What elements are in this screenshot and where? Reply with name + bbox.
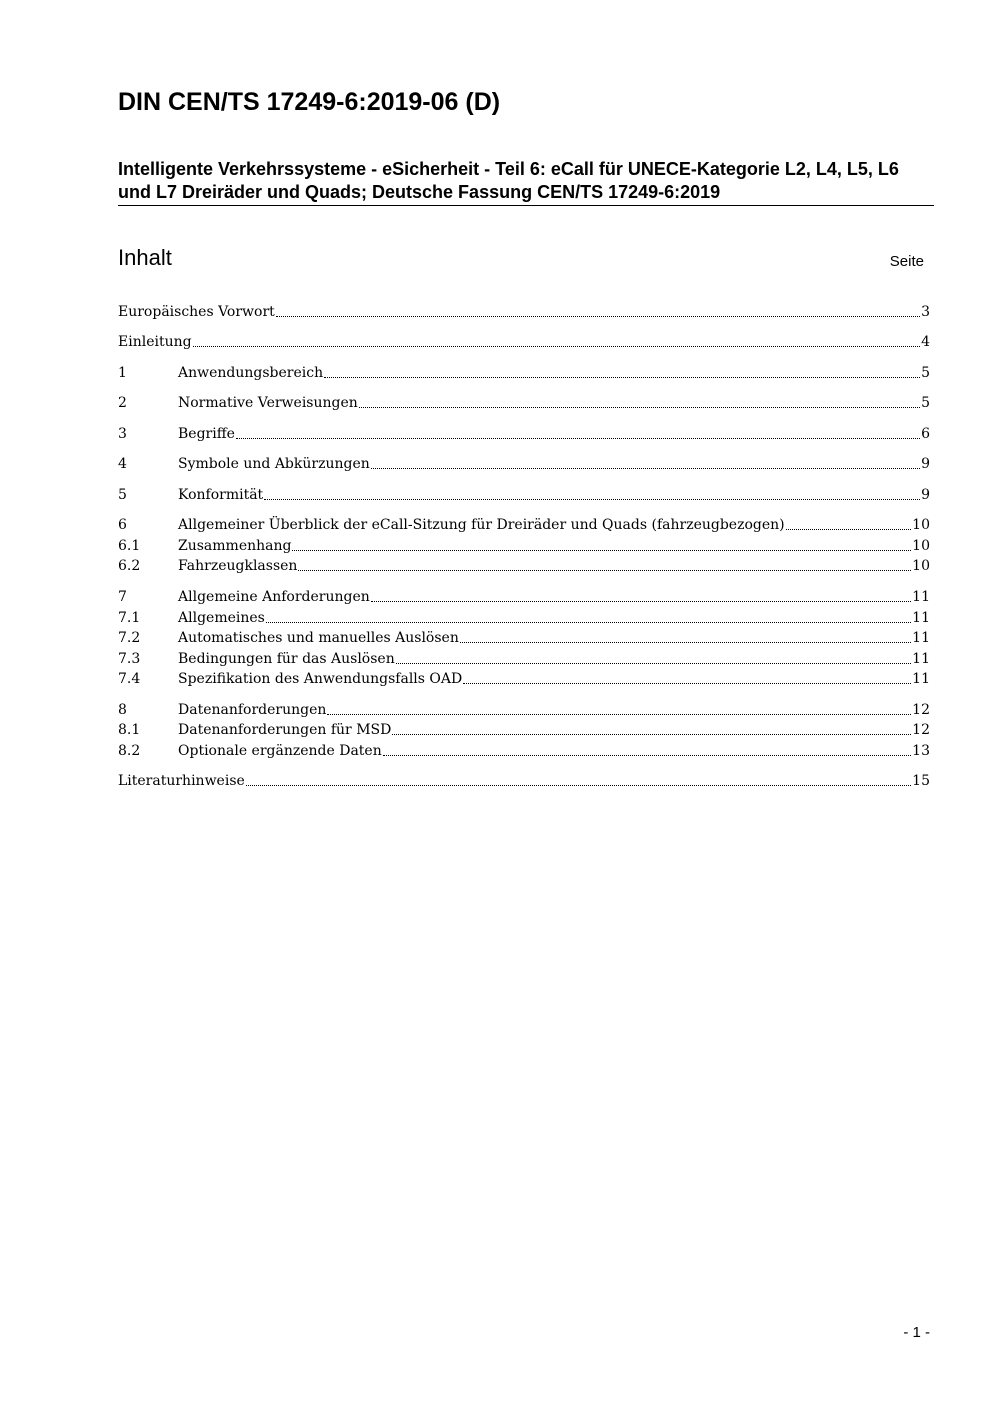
toc-leader-dots (327, 714, 911, 715)
toc-entry-number: 1 (118, 365, 127, 381)
toc-entry-title: Normative Verweisungen (178, 395, 358, 411)
toc-entry[interactable] (118, 649, 930, 669)
toc-entry[interactable] (118, 332, 930, 352)
toc-entry-title: Allgemeines (178, 610, 265, 626)
toc-entry-number: 3 (118, 426, 127, 442)
toc-entry-number: 7.3 (118, 651, 141, 667)
toc-entry-number: 7.2 (118, 630, 141, 646)
document-title: DIN CEN/TS 17249-6:2019-06 (D) (118, 88, 501, 116)
toc-leader-dots (359, 407, 920, 408)
toc-entry-title: Europäisches Vorwort (118, 304, 275, 320)
toc-entry[interactable] (118, 536, 930, 556)
toc-entry[interactable] (118, 393, 930, 413)
toc-leader-dots (463, 683, 911, 684)
toc-entry-page: 13 (912, 743, 930, 759)
toc-leader-dots (396, 663, 911, 664)
toc-entry-title: Optionale ergänzende Daten (178, 743, 382, 759)
toc-leader-dots (460, 642, 911, 643)
toc-entry[interactable] (118, 669, 930, 689)
toc-leader-dots (276, 316, 920, 317)
toc-leader-dots (298, 570, 911, 571)
toc-entry[interactable] (118, 556, 930, 576)
toc-entry-page: 4 (921, 334, 930, 350)
toc-entry-title: Literaturhinweise (118, 773, 245, 789)
toc-leader-dots (292, 550, 911, 551)
toc-entry-title: Fahrzeugklassen (178, 558, 298, 574)
toc-entry[interactable] (118, 608, 930, 628)
toc-entry-title: Symbole und Abkürzungen (178, 456, 370, 472)
toc-entry-title: Spezifikation des Anwendungsfalls OAD (178, 671, 463, 687)
toc-entry-title: Allgemeine Anforderungen (178, 589, 370, 605)
toc-entry-page: 9 (921, 487, 930, 503)
toc-entry-page: 5 (921, 395, 930, 411)
toc-entry[interactable] (118, 587, 930, 607)
toc-entry-title: Zusammenhang (178, 538, 292, 554)
toc-entry[interactable] (118, 485, 930, 505)
toc-entry-page: 11 (912, 610, 930, 626)
toc-entry-page: 11 (912, 671, 930, 687)
toc-heading: Inhalt (118, 245, 172, 270)
toc-entry-number: 5 (118, 487, 127, 503)
toc-leader-dots (786, 529, 912, 530)
page-number: - 1 - (903, 1324, 930, 1341)
toc-entry-title: Datenanforderungen für MSD (178, 722, 392, 738)
toc-entry-number: 7 (118, 589, 127, 605)
toc-leader-dots (371, 468, 920, 469)
toc-entry-number: 8.2 (118, 743, 141, 759)
toc-entry-number: 7.4 (118, 671, 141, 687)
toc-entry[interactable] (118, 628, 930, 648)
toc-entry-number: 6.2 (118, 558, 141, 574)
toc-leader-dots (324, 377, 920, 378)
toc-entry-title: Anwendungsbereich (178, 365, 324, 381)
toc-entry-page: 11 (912, 651, 930, 667)
toc-entry-page: 11 (912, 630, 930, 646)
document-subtitle: Intelligente Verkehrssysteme - eSicherheit - Teil 6: eCall für UNECE-Kategorie L2, L4, L5, L6 und L7 Dreiräder und Quads; Deutsche Fassung CEN/TS 17249-6:2019 (118, 159, 899, 202)
toc-entry-number: 4 (118, 456, 127, 472)
toc-entry-page: 11 (912, 589, 930, 605)
toc-entry-page: 5 (921, 365, 930, 381)
toc-entry-number: 6 (118, 517, 127, 533)
toc-leader-dots (236, 438, 920, 439)
toc-entry-number: 8.1 (118, 722, 141, 738)
toc-entry[interactable] (118, 363, 930, 383)
toc-entry-page: 10 (912, 558, 930, 574)
toc-entry-title: Bedingungen für das Auslösen (178, 651, 395, 667)
toc-entry-page: 12 (912, 722, 930, 738)
toc-entry-page: 3 (921, 304, 930, 320)
toc-leader-dots (264, 499, 920, 500)
toc-entry[interactable] (118, 515, 930, 535)
toc-leader-dots (371, 601, 911, 602)
toc-leader-dots (193, 346, 921, 347)
toc-entry-title: Einleitung (118, 334, 192, 350)
toc-leader-dots (392, 734, 911, 735)
toc-leader-dots (383, 755, 911, 756)
toc-entry-page: 15 (912, 773, 930, 789)
toc-entry[interactable] (118, 700, 930, 720)
toc-entry[interactable] (118, 424, 930, 444)
toc-entry[interactable] (118, 454, 930, 474)
toc-entry-title: Allgemeiner Überblick der eCall-Sitzung für Dreiräder und Quads (fahrzeugbezogen) (178, 517, 785, 533)
toc-entry-number: 6.1 (118, 538, 141, 554)
toc-entry[interactable] (118, 720, 930, 740)
toc-entry-number: 8 (118, 702, 127, 718)
toc-entry[interactable] (118, 302, 930, 322)
toc-entry-page: 6 (921, 426, 930, 442)
header-divider (118, 205, 934, 206)
toc-entry-title: Konformität (178, 487, 264, 503)
toc-entry[interactable] (118, 741, 930, 761)
toc-page-column-label: Seite (889, 253, 924, 270)
toc-entry-page: 9 (921, 456, 930, 472)
toc-leader-dots (266, 622, 911, 623)
toc-entry-title: Datenanforderungen (178, 702, 327, 718)
toc-entry-number: 2 (118, 395, 127, 411)
toc-entry-title: Automatisches und manuelles Auslösen (178, 630, 459, 646)
toc-entry-page: 12 (912, 702, 930, 718)
toc-entry-number: 7.1 (118, 610, 141, 626)
toc-entry-title: Begriffe (178, 426, 235, 442)
toc-leader-dots (246, 785, 911, 786)
toc-entry-page: 10 (912, 538, 930, 554)
toc-entry-page: 10 (912, 517, 930, 533)
toc-entry[interactable] (118, 771, 930, 791)
